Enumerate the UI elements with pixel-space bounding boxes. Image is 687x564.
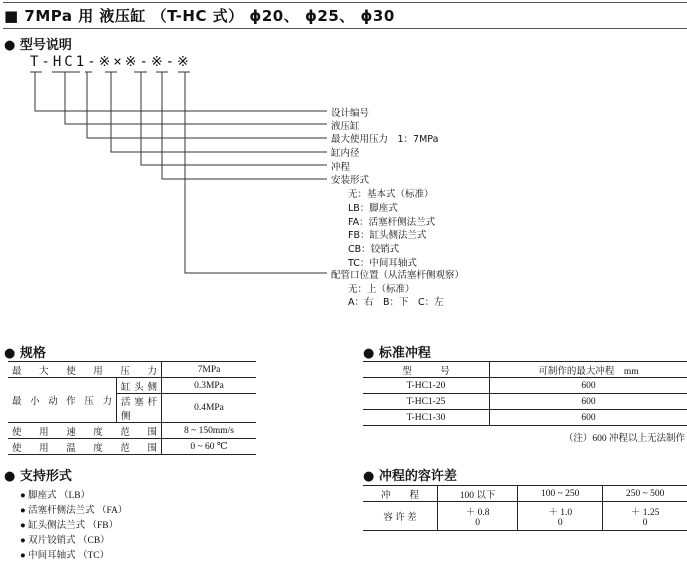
tolerance-row-label: 冲 程 [363, 486, 438, 502]
mount-option: FA：活塞杆侧法兰式 [348, 217, 436, 228]
stroke-table [363, 361, 687, 426]
code-label: 冲程 [331, 162, 351, 173]
tolerance-plus: ＋ 0.8 [465, 508, 490, 518]
model-heading: ● 型号说明 [4, 38, 72, 53]
spec-sublabel: 缸头侧 [117, 378, 162, 394]
stroke-col-header: 型 号 [363, 362, 490, 378]
stroke-model: T-HC1-20 [363, 378, 490, 394]
mount-option: 无：基本式（标准） [348, 189, 434, 200]
code-label: 缸内径 [331, 148, 360, 159]
mount-option: TC：中间耳轴式 [348, 258, 417, 269]
spec-label: 最大使用压力 [8, 362, 162, 378]
tolerance-value [438, 502, 518, 531]
spec-value: 7MPa [162, 362, 257, 378]
code-label: 设计编号 [331, 108, 370, 119]
tolerance-range: 100 以下 [438, 486, 518, 502]
tolerance-minus: 0 [475, 518, 480, 528]
spec-value: 0.3MPa [162, 378, 257, 394]
tolerance-plus: ＋ 1.0 [548, 508, 573, 518]
page-title: ■ 7MPa 用 液压缸 （T-HC 式） ϕ20、 ϕ25、 ϕ30 [4, 7, 395, 25]
stroke-model: T-HC1-30 [363, 410, 490, 426]
spec-table [8, 361, 256, 455]
tolerance-value [603, 502, 687, 531]
support-item: ● 活塞杆侧法兰式 （FA） [20, 506, 128, 516]
stroke-model: T-HC1-25 [363, 394, 490, 410]
spec-value: 8 ~ 150mm/s [162, 423, 257, 439]
tolerance-row-label: 容 许 差 [363, 502, 438, 531]
stroke-col-header: 可制作的最大冲程 mm [490, 362, 687, 378]
mount-option: CB：铰销式 [348, 244, 400, 255]
mount-option: FB：缸头侧法兰式 [348, 230, 427, 241]
support-heading: ● 支持形式 [4, 469, 72, 484]
support-item: ● 缸头侧法兰式 （FB） [20, 521, 119, 531]
spec-value: 0 ~ 60 ℃ [162, 439, 257, 455]
tolerance-table [363, 485, 687, 531]
spec-label: 最小动作压力 [8, 378, 117, 423]
port-option: A：右 B：下 C：左 [348, 297, 444, 308]
code-label: 最大使用压力 1：7MPa [331, 134, 439, 145]
stroke-max: 600 [490, 410, 687, 426]
spec-label: 使用速度范围 [8, 423, 162, 439]
mount-option: LB：脚座式 [348, 203, 398, 214]
port-label: 配管口位置（从活塞杆侧观察） [331, 270, 465, 281]
tolerance-value [518, 502, 603, 531]
spec-value: 0.4MPa [162, 394, 257, 423]
tolerance-minus: 0 [642, 518, 648, 528]
port-option: 无：上（标准） [348, 284, 415, 295]
tolerance-range: 250 ~ 500 [603, 486, 687, 502]
support-item: ● 中间耳轴式 （TC） [20, 551, 110, 561]
stroke-note: （注）600 冲程以上无法制作 [563, 434, 685, 444]
support-item: ● 脚座式 （LB） [20, 491, 91, 501]
spec-heading: ● 规格 [4, 346, 46, 361]
stroke-max: 600 [490, 378, 687, 394]
support-item: ● 双片铰销式 （CB） [20, 536, 110, 546]
tolerance-heading: ● 冲程的容许差 [363, 469, 457, 484]
tolerance-plus: ＋ 1.25 [630, 508, 660, 518]
code-label: 安装形式 [331, 175, 370, 186]
code-label: 液压缸 [331, 121, 360, 132]
tolerance-minus: 0 [557, 518, 563, 528]
model-code: T-HC1-※×※-※-※ [30, 54, 192, 70]
spec-label: 使用温度范围 [8, 439, 162, 455]
stroke-heading: ● 标准冲程 [363, 346, 431, 361]
spec-sublabel: 活塞杆侧 [117, 394, 162, 423]
stroke-max: 600 [490, 394, 687, 410]
tolerance-range: 100 ~ 250 [518, 486, 603, 502]
